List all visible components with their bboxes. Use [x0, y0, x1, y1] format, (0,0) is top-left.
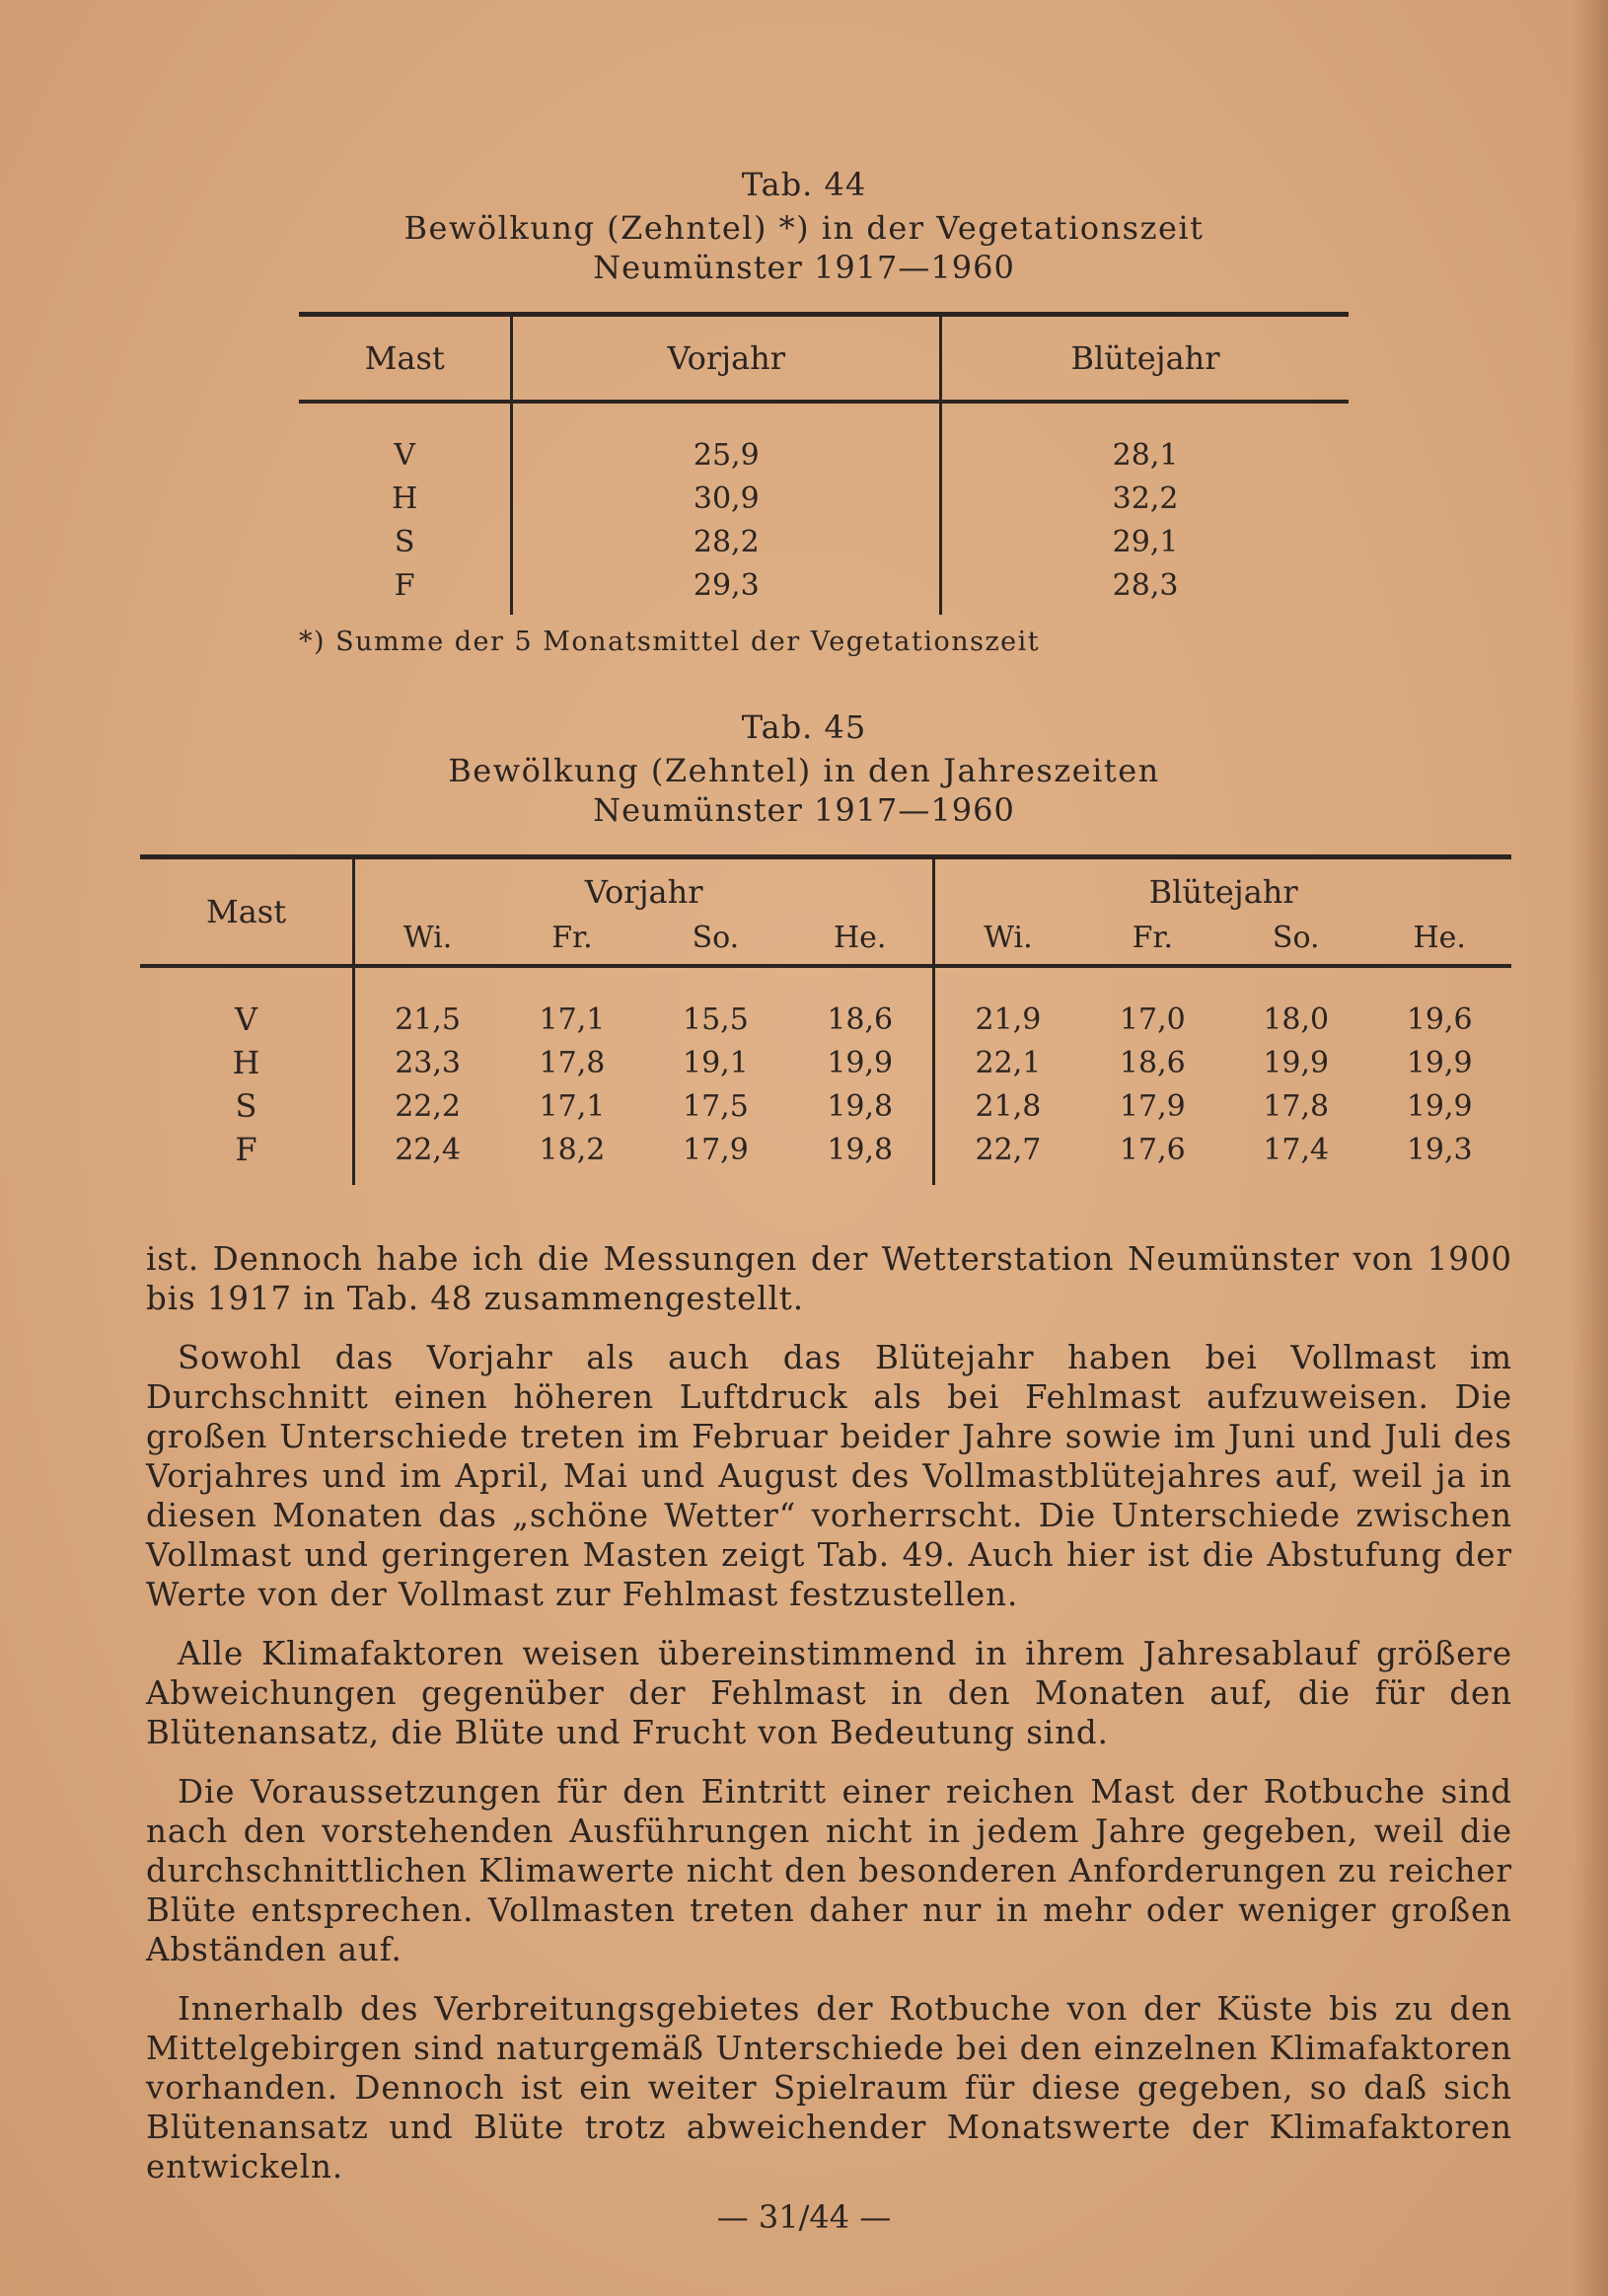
table-cell: 19,3	[1406, 1132, 1473, 1167]
table-cell: 17,9	[1119, 1088, 1186, 1124]
table-cell: H	[140, 1041, 354, 1084]
table-cell: 19,9	[1406, 1088, 1473, 1124]
tab44-number: Tab. 44	[741, 166, 867, 203]
table-cell: 17,0	[1119, 1001, 1186, 1037]
table-cell: F	[140, 1128, 354, 1185]
table-cell: 19,1	[683, 1045, 749, 1080]
page-number: — 31/44 —	[716, 2198, 892, 2236]
table-cell: 19,9	[1406, 1045, 1473, 1080]
table-cell: 17,5	[683, 1088, 749, 1124]
tab44-header-vorjahr: Vorjahr	[512, 317, 941, 402]
table-cell: 17,4	[1263, 1132, 1330, 1167]
tab44-subtitle: Neumünster 1917—1960	[593, 249, 1015, 286]
table-cell: 19,8	[787, 1084, 934, 1128]
table-cell: F	[299, 563, 512, 615]
table-cell: 18,6	[1119, 1045, 1186, 1080]
table-cell: 21,5	[395, 1001, 461, 1037]
tab45-subtitle: Neumünster 1917—1960	[593, 791, 1015, 829]
paragraph: Innerhalb des Verbreitungsgebietes der Rotbuche von der Küste bis zu den Mittelgebirgen sind naturgemäß Unterschiede bei den einzelnen Klimafaktoren vorhanden. Dennoch ist ein weiter Spielraum für diese gegeben, so daß sich Blütenansatz und Blüte trotz abweichender Monatswerte der Klimafaktoren entwickeln.	[146, 1990, 1512, 2185]
tab45-header-season: So.	[1224, 911, 1367, 966]
table-cell: 28,3	[1112, 567, 1179, 603]
paragraph: Sowohl das Vorjahr als auch das Blütejahr haben bei Vollmast im Durchschnitt einen höheren Luftdruck als bei Fehlmast aufzuweisen. Die großen Unterschiede treten im Februar beider Jahre sowie im Juni und Juli des Vorjahres und im April, Mai und August des Vollmastblütejahres auf, weil ja in diesen Monaten das „schöne Wetter“ vorherrscht. Die Unterschiede zwischen Vollmast und geringeren Masten zeigt Tab. 49. Auch hier ist die Abstufung der Werte von der Vollmast zur Fehlmast festzustellen.	[146, 1339, 1512, 1613]
table-cell: 22,7	[975, 1132, 1042, 1167]
table-cell: 32,2	[1112, 481, 1179, 516]
table-row	[299, 563, 1349, 615]
tab45-table	[140, 854, 1511, 1185]
table-cell: 19,6	[1406, 1001, 1473, 1037]
tab45-header-season: Wi.	[934, 911, 1081, 966]
tab45-header-season: He.	[1367, 911, 1511, 966]
table-cell: 28,2	[512, 520, 941, 563]
tab45-header-season: Wi.	[354, 911, 501, 966]
paragraph: ist. Dennoch habe ich die Messungen der Wetterstation Neumünster von 1900 bis 1917 in Tab. 48 zusammengestellt.	[146, 1240, 1512, 1317]
tab45-title: Bewölkung (Zehntel) in den Jahreszeiten	[448, 752, 1160, 789]
tab45-heading	[0, 708, 1608, 829]
body-text	[146, 1239, 1512, 2206]
tab45-group-header-row	[140, 859, 1511, 911]
tab44-header-mast: Mast	[299, 317, 512, 402]
table-cell: 21,9	[975, 1001, 1042, 1037]
table-cell: 21,8	[975, 1088, 1042, 1124]
table-cell: 17,8	[1263, 1088, 1330, 1124]
tab44-header-row	[299, 317, 1349, 402]
table-cell: 29,1	[1112, 524, 1179, 559]
tab45-header-season: He.	[787, 911, 934, 966]
table-cell: 18,2	[539, 1132, 606, 1167]
table-row	[140, 1128, 1511, 1185]
table-cell: 19,9	[787, 1041, 934, 1084]
table-row	[140, 966, 1511, 1041]
table-cell: 22,1	[975, 1045, 1042, 1080]
table-cell: 25,9	[512, 402, 941, 477]
table-cell: 18,0	[1263, 1001, 1330, 1037]
page-edge-shadow	[1572, 0, 1608, 2296]
paragraph: Die Voraussetzungen für den Eintritt einer reichen Mast der Rotbuche sind nach den vorstehenden Ausführungen nicht in jedem Jahre gegeben, weil die durchschnittlichen Klimawerte nicht den besonderen Anforderungen zu reicher Blüte entsprechen. Vollmasten treten daher nur in mehr oder weniger großen Abständen auf.	[146, 1773, 1512, 1968]
table-cell: 28,1	[1112, 437, 1179, 473]
tab45-header-season: So.	[644, 911, 787, 966]
table-row	[140, 1084, 1511, 1128]
table-cell: 18,6	[787, 966, 934, 1041]
table-cell: 30,9	[512, 477, 941, 520]
table-cell: V	[140, 966, 354, 1041]
table-row	[299, 402, 1349, 477]
tab44-table	[299, 312, 1349, 615]
table-cell: 29,3	[512, 563, 941, 615]
table-cell: 17,6	[1119, 1132, 1186, 1167]
tab45-number: Tab. 45	[741, 708, 867, 746]
table-cell: 17,1	[539, 1001, 606, 1037]
table-cell: 22,2	[395, 1088, 461, 1124]
tab44-header-bluetejahr: Blütejahr	[941, 317, 1349, 402]
table-cell: 17,1	[539, 1088, 606, 1124]
table-cell: H	[299, 477, 512, 520]
tab44-heading	[0, 166, 1608, 286]
tab45-header-vorjahr: Vorjahr	[354, 859, 934, 911]
table-cell: 23,3	[395, 1045, 461, 1080]
tab45-header-season: Fr.	[1081, 911, 1224, 966]
table-row	[299, 520, 1349, 563]
table-cell: 15,5	[683, 1001, 749, 1037]
table-cell: S	[299, 520, 512, 563]
table-row	[140, 1041, 1511, 1084]
table-cell: 17,8	[539, 1045, 606, 1080]
tab45-header-bluetejahr: Blütejahr	[1148, 873, 1298, 911]
tab45-header-season: Fr.	[500, 911, 643, 966]
table-row	[299, 477, 1349, 520]
table-cell: 19,9	[1263, 1045, 1330, 1080]
table-cell: 19,8	[787, 1128, 934, 1185]
tab45-header-mast: Mast	[140, 859, 354, 966]
tab44-title: Bewölkung (Zehntel) *) in der Vegetationszeit	[403, 209, 1205, 247]
table-cell: S	[140, 1084, 354, 1128]
table-cell: V	[299, 402, 512, 477]
paragraph: Alle Klimafaktoren weisen übereinstimmend in ihrem Jahresablauf größere Abweichungen gegenüber der Fehlmast in den Monaten auf, die für den Blütenansatz, die Blüte und Frucht von Bedeutung sind.	[146, 1635, 1512, 1751]
table-cell: 22,4	[395, 1132, 461, 1167]
tab44-footnote: *) Summe der 5 Monatsmittel der Vegetationszeit	[299, 627, 1041, 657]
table-cell: 17,9	[683, 1132, 749, 1167]
